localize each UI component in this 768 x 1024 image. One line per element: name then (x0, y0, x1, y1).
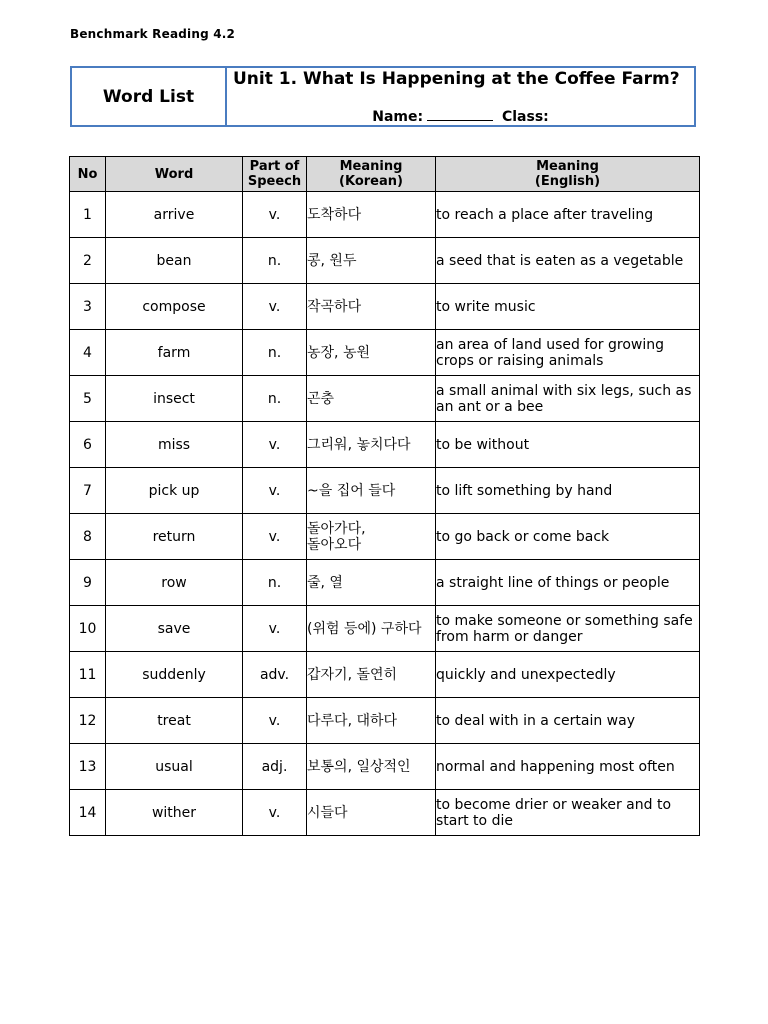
word-list-label: Word List (72, 68, 227, 125)
cell-part-of-speech: v. (243, 514, 307, 560)
cell-meaning-english: an area of land used for growing crops or raising animals (436, 330, 700, 376)
cell-no: 5 (70, 376, 106, 422)
table-row (70, 606, 700, 652)
cell-meaning-korean: 돌아가다, 돌아오다 (307, 514, 436, 560)
cell-no: 7 (70, 468, 106, 514)
cell-part-of-speech: v. (243, 192, 307, 238)
cell-meaning-korean: 줄, 열 (307, 560, 436, 606)
cell-meaning-english: to make someone or something safe from harm or danger (436, 606, 700, 652)
cell-no: 14 (70, 790, 106, 836)
cell-meaning-english: to become drier or weaker and to start to die (436, 790, 700, 836)
table-row (70, 330, 700, 376)
cell-part-of-speech: v. (243, 468, 307, 514)
table-row (70, 744, 700, 790)
header-meaning-korean: Meaning (Korean) (307, 157, 436, 192)
cell-no: 3 (70, 284, 106, 330)
cell-no: 6 (70, 422, 106, 468)
cell-part-of-speech: n. (243, 376, 307, 422)
name-label: Name: (372, 109, 424, 125)
cell-no: 2 (70, 238, 106, 284)
cell-no: 4 (70, 330, 106, 376)
cell-meaning-korean: 콩, 원두 (307, 238, 436, 284)
table-row (70, 422, 700, 468)
cell-meaning-english: to write music (436, 284, 700, 330)
cell-meaning-korean: 작곡하다 (307, 284, 436, 330)
table-row (70, 376, 700, 422)
cell-word: treat (106, 698, 243, 744)
cell-meaning-english: to be without (436, 422, 700, 468)
cell-meaning-korean: 그리워, 놓치다다 (307, 422, 436, 468)
cell-word: usual (106, 744, 243, 790)
cell-meaning-korean: 시들다 (307, 790, 436, 836)
table-row (70, 790, 700, 836)
table-row (70, 468, 700, 514)
word-table (69, 156, 700, 836)
document-header: Benchmark Reading 4.2 (70, 27, 236, 41)
cell-meaning-english: to reach a place after traveling (436, 192, 700, 238)
cell-meaning-english: a small animal with six legs, such as an ant or a bee (436, 376, 700, 422)
cell-part-of-speech: adj. (243, 744, 307, 790)
cell-word: save (106, 606, 243, 652)
cell-meaning-english: a seed that is eaten as a vegetable (436, 238, 700, 284)
cell-meaning-english: normal and happening most often (436, 744, 700, 790)
cell-part-of-speech: v. (243, 790, 307, 836)
cell-meaning-korean: 농장, 농원 (307, 330, 436, 376)
cell-part-of-speech: n. (243, 330, 307, 376)
cell-word: miss (106, 422, 243, 468)
title-right-panel (227, 68, 694, 125)
cell-word: arrive (106, 192, 243, 238)
cell-word: farm (106, 330, 243, 376)
table-row (70, 698, 700, 744)
cell-no: 10 (70, 606, 106, 652)
cell-word: suddenly (106, 652, 243, 698)
cell-no: 8 (70, 514, 106, 560)
cell-word: wither (106, 790, 243, 836)
cell-part-of-speech: n. (243, 560, 307, 606)
cell-word: return (106, 514, 243, 560)
table-row (70, 560, 700, 606)
cell-word: pick up (106, 468, 243, 514)
cell-part-of-speech: v. (243, 422, 307, 468)
title-box (70, 66, 696, 127)
cell-meaning-korean: ~을 집어 들다 (307, 468, 436, 514)
cell-meaning-english: quickly and unexpectedly (436, 652, 700, 698)
cell-word: compose (106, 284, 243, 330)
header-word: Word (106, 157, 243, 192)
cell-meaning-english: to deal with in a certain way (436, 698, 700, 744)
cell-meaning-korean: 다루다, 대하다 (307, 698, 436, 744)
cell-word: row (106, 560, 243, 606)
header-no: No (70, 157, 106, 192)
cell-meaning-english: to lift something by hand (436, 468, 700, 514)
cell-part-of-speech: v. (243, 606, 307, 652)
cell-meaning-korean: 보통의, 일상적인 (307, 744, 436, 790)
table-row (70, 284, 700, 330)
table-row (70, 238, 700, 284)
cell-part-of-speech: adv. (243, 652, 307, 698)
header-meaning-english: Meaning (English) (436, 157, 700, 192)
table-row (70, 652, 700, 698)
cell-no: 13 (70, 744, 106, 790)
cell-word: bean (106, 238, 243, 284)
cell-part-of-speech: v. (243, 698, 307, 744)
cell-word: insect (106, 376, 243, 422)
cell-no: 11 (70, 652, 106, 698)
table-row (70, 192, 700, 238)
cell-meaning-english: a straight line of things or people (436, 560, 700, 606)
name-blank (427, 109, 493, 121)
table-row (70, 514, 700, 560)
cell-meaning-korean: 곤충 (307, 376, 436, 422)
table-header-row (70, 157, 700, 192)
cell-no: 12 (70, 698, 106, 744)
cell-part-of-speech: n. (243, 238, 307, 284)
cell-meaning-korean: (위험 등에) 구하다 (307, 606, 436, 652)
cell-part-of-speech: v. (243, 284, 307, 330)
cell-no: 1 (70, 192, 106, 238)
cell-meaning-english: to go back or come back (436, 514, 700, 560)
cell-meaning-korean: 도착하다 (307, 192, 436, 238)
name-class-line (227, 109, 694, 125)
header-part-of-speech: Part of Speech (243, 157, 307, 192)
cell-no: 9 (70, 560, 106, 606)
cell-meaning-korean: 갑자기, 돌연히 (307, 652, 436, 698)
unit-title: Unit 1. What Is Happening at the Coffee Farm? (233, 69, 680, 89)
class-label: Class: (501, 109, 549, 125)
